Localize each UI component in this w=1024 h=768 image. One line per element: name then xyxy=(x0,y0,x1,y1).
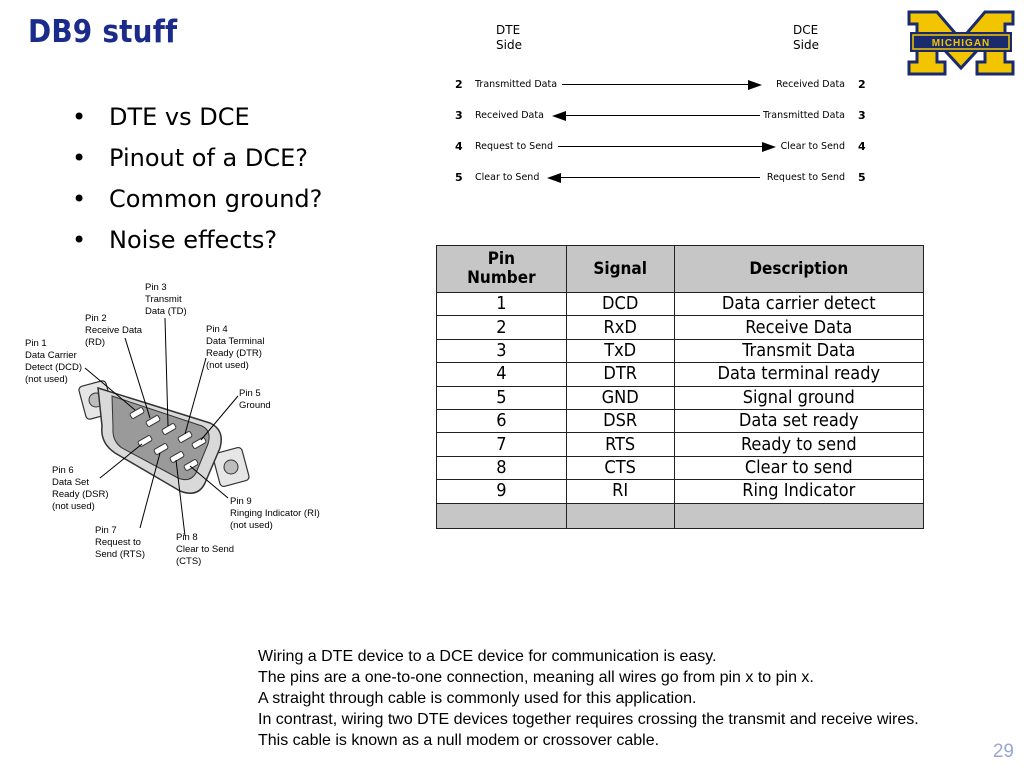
bullet-item: • Pinout of a DCE? xyxy=(72,141,322,182)
wire-row: 4 Request to Send Clear to Send 4 xyxy=(455,140,866,153)
bullet-dot-icon: • xyxy=(72,226,87,254)
dte-side-header: DTE Side xyxy=(496,23,522,52)
arrow-right-icon xyxy=(762,142,776,152)
table-row: 6 DSR Data set ready xyxy=(437,409,924,432)
table-row: 5 GND Signal ground xyxy=(437,386,924,409)
slide-number: 29 xyxy=(992,741,1014,762)
pin1-label: Pin 1 Data Carrier Detect (DCD) (not used) xyxy=(25,338,83,385)
arrow-left-icon xyxy=(552,111,566,121)
pin6-label: Pin 6 Data Set Ready (DSR) (not used) xyxy=(52,465,109,512)
dce-side-header: DCE Side xyxy=(793,23,819,52)
col-header-signal: Signal xyxy=(566,246,674,293)
table-row: 9 RI Ring Indicator xyxy=(437,480,924,503)
table-row: 4 DTR Data terminal ready xyxy=(437,363,924,386)
logo-text: MICHIGAN xyxy=(931,38,991,49)
pin8-label: Pin 8 Clear to Send (CTS) xyxy=(176,532,235,567)
wire-row: 3 Received Data Transmitted Data 3 xyxy=(455,109,866,122)
table-row: 7 RTS Ready to send xyxy=(437,433,924,456)
bullet-item: • Common ground? xyxy=(72,182,322,223)
pin3-label: Pin 3 Transmit Data (TD) xyxy=(145,282,187,317)
explanation-text: Wiring a DTE device to a DCE device for communication is easy. The pins are a one-to-one connection, meaning all wires go from pin x to pin x. A straight through cable is commonly used for this application. In contrast, wiring two DTE devices together requires crossing the transmit and receive wires. This cable is known as a null modem or crossover cable. xyxy=(258,648,919,749)
table-row: 2 RxD Receive Data xyxy=(437,316,924,339)
bullet-dot-icon: • xyxy=(72,103,87,131)
table-header-row xyxy=(437,246,924,293)
pin2-label: Pin 2 Receive Data (RD) xyxy=(85,313,143,348)
pin5-label: Pin 5 Ground xyxy=(239,388,271,411)
db9-connector-diagram xyxy=(20,278,340,578)
pin4-label: Pin 4 Data Terminal Ready (DTR) (not used) xyxy=(206,324,265,371)
bullet-dot-icon: • xyxy=(72,185,87,213)
arrow-right-icon xyxy=(748,80,762,90)
wire-row: 2 Transmitted Data Received Data 2 xyxy=(455,78,866,91)
dte-dce-wiring-diagram xyxy=(450,20,890,200)
table-row: 8 CTS Clear to send xyxy=(437,456,924,479)
table-row: 1 DCD Data carrier detect xyxy=(437,293,924,316)
pin9-label: Pin 9 Ringing Indicator (RI) (not used) xyxy=(230,496,320,531)
table-filler-row xyxy=(437,503,924,528)
slide-title: DB9 stuff xyxy=(28,14,178,50)
wire-row: 5 Clear to Send Request to Send 5 xyxy=(455,171,866,184)
arrow-left-icon xyxy=(547,173,561,183)
pin7-label: Pin 7 Request to Send (RTS) xyxy=(95,525,145,560)
col-header-pin-number: Pin Number xyxy=(437,246,567,293)
bullet-item: • Noise effects? xyxy=(72,223,322,264)
db9-pin-table xyxy=(436,245,924,529)
bullet-dot-icon: • xyxy=(72,144,87,172)
table-row: 3 TxD Transmit Data xyxy=(437,339,924,362)
col-header-description: Description xyxy=(674,246,923,293)
bullet-item: • DTE vs DCE xyxy=(72,100,322,141)
bullet-list xyxy=(72,100,322,264)
michigan-logo xyxy=(907,10,1015,76)
